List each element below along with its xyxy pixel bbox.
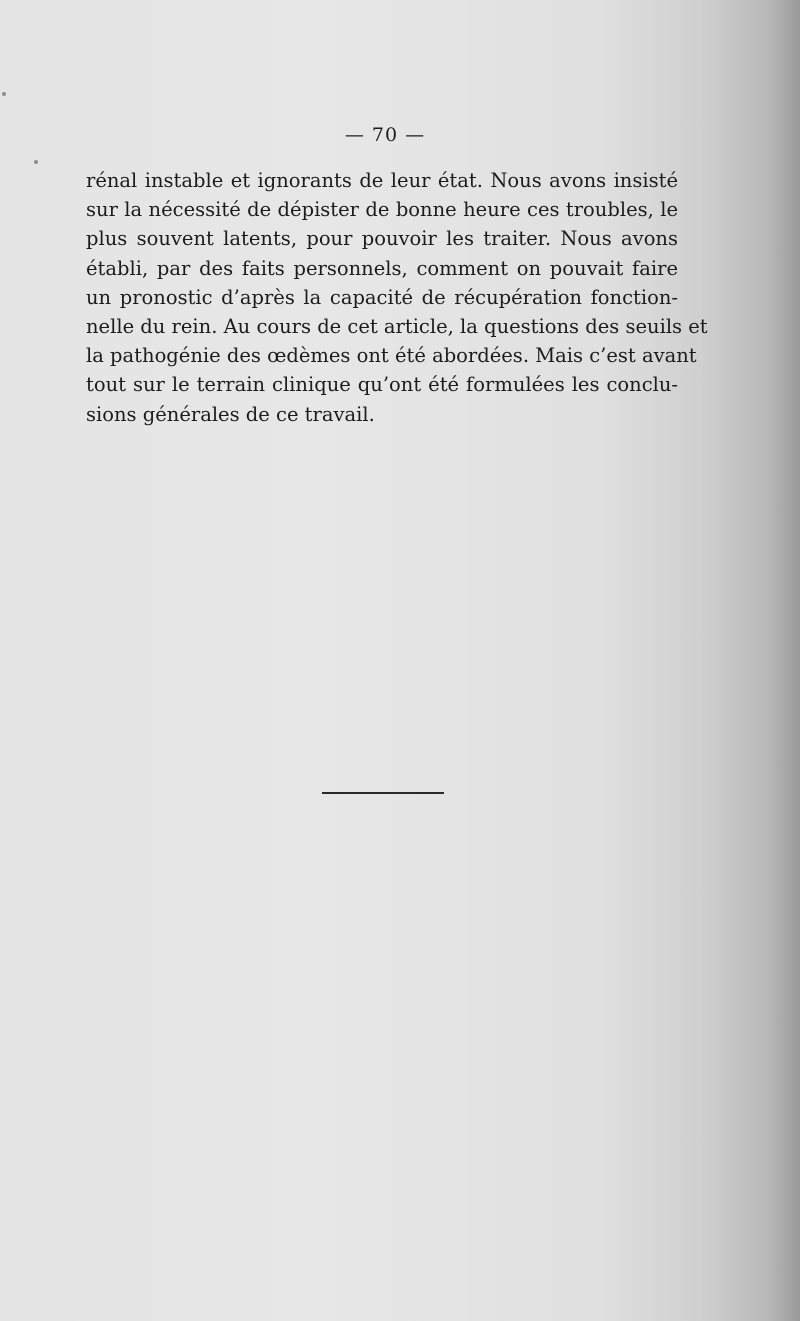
- scan-speck: [2, 92, 6, 96]
- section-end-rule: [322, 792, 444, 794]
- text-line: la pathogénie des œdèmes ont été abordées. Mais c’est avant: [86, 344, 697, 368]
- text-line: rénal instable et ignorants de leur état. Nous avons insisté: [86, 169, 678, 192]
- text-line: un pronostic d’après la capacité de récupération fonction-: [86, 285, 678, 309]
- text-line: sur la nécessité de dépister de bonne heure ces troubles, le: [86, 198, 678, 222]
- text-line: plus souvent latents, pour pouvoir les traiter. Nous avons: [86, 227, 678, 251]
- body-paragraph: [86, 166, 708, 429]
- text-line: établi, par des faits personnels, comment on pouvait faire: [86, 256, 678, 280]
- page-number: — 70 —: [344, 124, 426, 146]
- text-line: sions générales de ce travail.: [86, 402, 375, 426]
- scan-speck: [34, 160, 38, 164]
- text-line: nelle du rein. Au cours de cet article, la questions des seuils et: [86, 314, 708, 338]
- text-line: tout sur le terrain clinique qu’ont été formulées les conclu-: [86, 373, 678, 397]
